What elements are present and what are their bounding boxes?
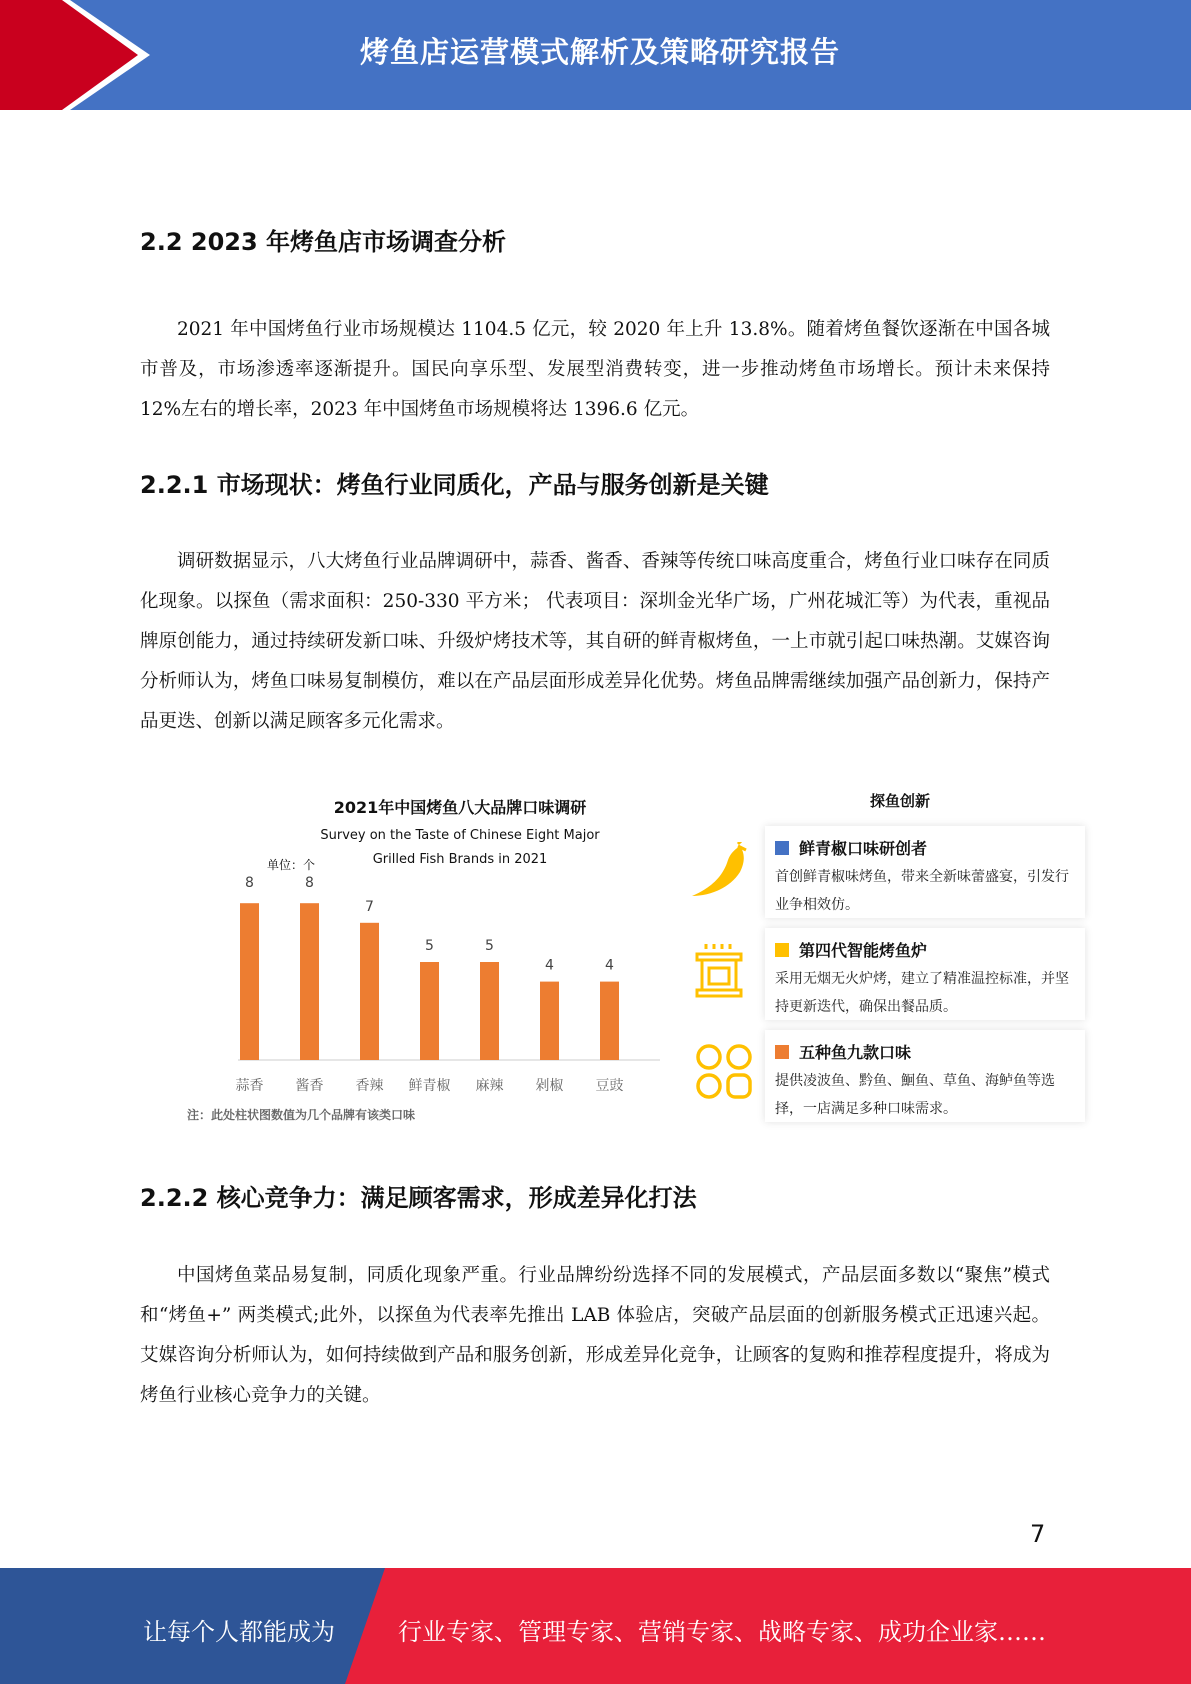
innovation-title: 探鱼创新: [869, 792, 930, 810]
section-heading: 2.2 2023 年烤鱼店市场调查分析: [140, 228, 507, 256]
footer-slogan-left: 让每个人都能成为: [143, 1618, 335, 1646]
page-number: 7: [1030, 1520, 1046, 1548]
taste-bar-chart: [160, 780, 680, 1130]
data-label: 7: [365, 898, 374, 915]
section-heading: 2.2.2 核心竞争力：满足顾客需求，形成差异化打法: [140, 1184, 697, 1212]
footer-slogan-right: 行业专家、管理专家、营销专家、战略专家、成功企业家……: [398, 1618, 1046, 1646]
x-tick-label: 剁椒: [535, 1078, 564, 1094]
chart-unit: 单位：个: [267, 858, 316, 872]
bar: [240, 903, 259, 1060]
oven-icon: [694, 940, 744, 1000]
bar: [360, 923, 379, 1060]
chart-note: 注：此处柱状图数值为几个品牌有该类口味: [187, 1108, 416, 1122]
innovation-card: [765, 1030, 1085, 1122]
x-tick-label: 酱香: [295, 1078, 324, 1094]
data-label: 4: [605, 957, 614, 974]
card-desc: 提供凌波鱼、黔鱼、鮰鱼、草鱼、海鲈鱼等选择，一店满足多种口味需求。: [775, 1073, 1055, 1117]
section-body: 中国烤鱼菜品易复制，同质化现象严重。行业品牌纷纷选择不同的发展模式，产品层面多数以“聚焦”模式 和“烤鱼+” 两类模式;此外，以探鱼为代表率先推出 LAB 体验店，突破产品层面的创新服务模式正迅速兴起。艾媒咨询分析师认为，如何持续做到产品和服务创新，形成差异化竞争，让顾客的复购和推荐程度提升，将成为烤鱼行业核心竞争力的关键。: [140, 1265, 1050, 1406]
card-desc: 首创鲜青椒味烤鱼，带来全新味蕾盛宴，引发行业争相效仿。: [775, 869, 1069, 913]
chili-pepper-icon: [688, 842, 748, 902]
x-tick-label: 香辣: [355, 1078, 384, 1094]
chart-subtitle-2: Grilled Fish Brands in 2021: [372, 852, 548, 867]
chart-plot: [160, 780, 680, 1110]
header-title: 烤鱼店运营模式解析及策略研究报告: [360, 35, 841, 69]
grid-icon: [694, 1042, 754, 1102]
card-desc: 采用无烟无火炉烤，建立了精准温控标准，并坚持更新迭代，确保出餐品质。: [775, 971, 1069, 1015]
orange-square-icon: [775, 1045, 789, 1059]
data-label: 5: [485, 938, 494, 954]
x-tick-label: 鲜青椒: [408, 1078, 451, 1094]
x-tick-label: 麻辣: [475, 1078, 504, 1094]
card-title: 鲜青椒口味研创者: [799, 839, 928, 858]
chart-subtitle: Survey on the Taste of Chinese Eight Major: [320, 828, 600, 843]
card-title: 五种鱼九款口味: [799, 1043, 912, 1062]
yellow-square-icon: [775, 943, 789, 957]
x-tick-label: 豆豉: [595, 1078, 624, 1094]
chart-title: 2021年中国烤鱼八大品牌口味调研: [333, 798, 587, 817]
innovation-card: [765, 928, 1085, 1020]
data-label: 4: [545, 957, 554, 974]
header-arrow-decoration: [0, 0, 160, 110]
bar: [600, 982, 619, 1060]
section-body: 调研数据显示，八大烤鱼行业品牌调研中，蒜香、酱香、香辣等传统口味高度重合，烤鱼行业口味存在同质化现象。以探鱼（需求面积：250-330 平方米； 代表项目：深圳金光华广场，广州花城汇等）为代表，重视品牌原创能力，通过持续研发新口味、升级炉烤技术等，其自研的鲜青椒烤鱼，一上市就引起口味热潮。艾媒咨询分析师认为，烤鱼口味易复制模仿，难以在产品层面形成差异化优势。烤鱼品牌需继续加强产品创新力，保持产品更迭、创新以满足顾客多元化需求。: [140, 551, 1050, 732]
innovation-panel: [680, 780, 1100, 1130]
bar: [420, 962, 439, 1060]
data-label: 5: [425, 938, 434, 954]
bar: [300, 903, 319, 1060]
bar: [540, 982, 559, 1060]
page-footer: [0, 1568, 1191, 1684]
section-body: 2021 年中国烤鱼行业市场规模达 1104.5 亿元，较 2020 年上升 13.8%。随着烤鱼餐饮逐渐在中国各城市普及，市场渗透率逐渐提升。国民向享乐型、发展型消费转变，进一步推动烤鱼市场增长。预计未来保持 12%左右的增长率，2023 年中国烤鱼市场规模将达 1396.6 亿元。: [140, 319, 1050, 420]
card-title: 第四代智能烤鱼炉: [799, 941, 928, 960]
page-header: [0, 0, 1191, 110]
x-tick-label: 蒜香: [235, 1078, 264, 1094]
bar: [480, 962, 499, 1060]
data-label: 8: [245, 875, 254, 892]
blue-square-icon: [775, 841, 789, 855]
section-heading: 2.2.1 市场现状：烤鱼行业同质化，产品与服务创新是关键: [140, 471, 769, 499]
data-label: 8: [305, 875, 314, 892]
innovation-card: [765, 826, 1085, 918]
